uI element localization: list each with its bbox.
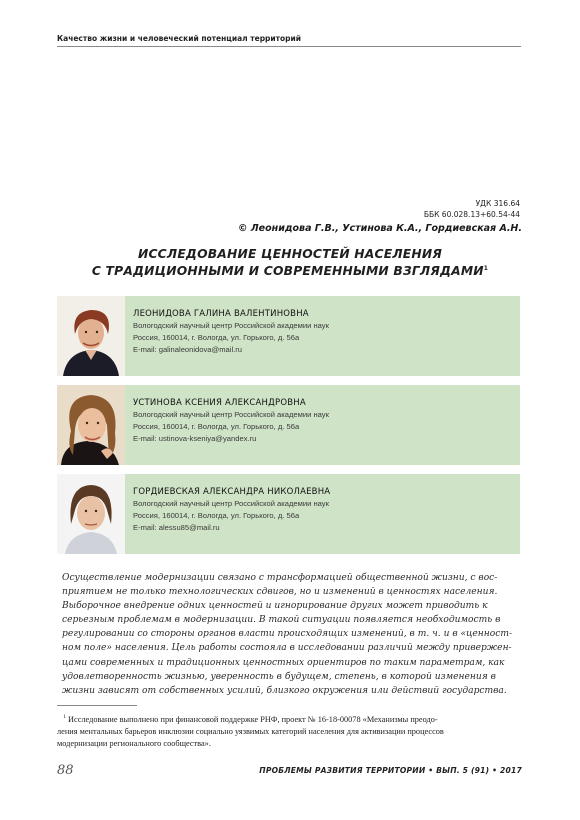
author-name: ЛЕОНИДОВА ГАЛИНА ВАЛЕНТИНОВНА: [133, 309, 309, 319]
abstract-line: серьезным проблемам в модернизации. В такой ситуации появляется необходимость в: [62, 615, 501, 626]
author-address: Россия, 160014, г. Вологда, ул. Горького, д. 56а: [133, 422, 300, 431]
bbk-code: ББК 60.028.13+60.54-44: [423, 210, 520, 219]
article-title-line-1: [60, 247, 520, 261]
abstract-line: приятием не только технологических сдвигов, но и изменений в ценностях населения.: [62, 587, 498, 598]
abstract-line: регулировании со стороны органов власти происходящих изменений, в т. ч. и в «ценност-: [62, 629, 513, 640]
journal-footer: ПРОБЛЕМЫ РАЗВИТИЯ ТЕРРИТОРИИ • ВЫП. 5 (91) • 2017: [259, 766, 522, 775]
footnote-line-2: ления ментальных барьеров инклюзии социально уязвимых категорий населения для активизации процессов: [57, 726, 444, 736]
title-text-2: С ТРАДИЦИОННЫМИ И СОВРЕМЕННЫМИ ВЗГЛЯДАМИ: [91, 264, 484, 278]
abstract-line: ном поле» населения. Цель работы состояла в исследовании различий между привержен-: [62, 643, 512, 654]
author-photo: [57, 385, 125, 465]
author-email: E-mail: alessu85@mail.ru: [133, 523, 220, 532]
abstract: [62, 571, 520, 698]
footnote: [57, 711, 521, 750]
author-organization: Вологодский научный центр Российской академии наук: [133, 499, 329, 508]
author-name: ГОРДИЕВСКАЯ АЛЕКСАНДРА НИКОЛАЕВНА: [133, 487, 331, 497]
author-info: [133, 397, 329, 445]
author-organization: Вологодский научный центр Российской академии наук: [133, 321, 329, 330]
author-info: [133, 486, 330, 534]
title-footnote-mark: 1: [483, 264, 489, 272]
page-number: 88: [57, 763, 74, 778]
author-card-ustinova: [57, 385, 520, 465]
author-card-gordievskaya: [57, 474, 520, 554]
copyright-authors: © Леонидова Г.В., Устинова К.А., Гордиевская А.Н.: [237, 223, 522, 234]
author-email: E-mail: galinaleonidova@mail.ru: [133, 345, 243, 354]
article-title-line-2: [60, 264, 520, 278]
abstract-line: удовлетворенность жизнью, уверенность в будущем, степень, в которой изменения в: [62, 671, 496, 682]
header-rule: [57, 46, 521, 47]
author-photo: [57, 296, 125, 376]
section-header: Качество жизни и человеческий потенциал территорий: [57, 34, 302, 43]
author-address: Россия, 160014, г. Вологда, ул. Горького, д. 56а: [133, 511, 300, 520]
author-address: Россия, 160014, г. Вологда, ул. Горького, д. 56а: [133, 333, 300, 342]
abstract-line: цами современных и традиционных ценностных ориентиров по таким параметрам, как: [62, 657, 505, 668]
footnote-line-3: модернизации регионального сообщества».: [57, 738, 211, 748]
abstract-line: Выборочное внедрение одних ценностей и игнорирование других может приводить к: [62, 601, 488, 612]
author-card-leonidova: [57, 296, 520, 376]
author-organization: Вологодский научный центр Российской академии наук: [133, 410, 329, 419]
abstract-line: жизни зависят от собственных усилий, близкого окружения или действий государства.: [62, 685, 507, 696]
author-email: E-mail: ustinova-kseniya@yandex.ru: [133, 434, 257, 443]
author-photo: [57, 474, 125, 554]
author-info: [133, 308, 329, 356]
author-name: УСТИНОВА КСЕНИЯ АЛЕКСАНДРОВНА: [133, 398, 306, 408]
footnote-rule: [57, 705, 137, 706]
footnote-mark: 1: [63, 714, 66, 720]
udk-code: УДК 316.64: [475, 199, 520, 208]
footnote-text-1: Исследование выполнено при финансовой поддержке РНФ, проект № 16-18-00078 «Механизмы преодо-: [65, 714, 438, 724]
abstract-line: Осуществление модернизации связано с трансформацией общественной жизни, с вос-: [62, 573, 498, 583]
title-text-1: ИССЛЕДОВАНИЕ ЦЕННОСТЕЙ НАСЕЛЕНИЯ: [137, 247, 443, 261]
footnote-line-1: [57, 711, 521, 726]
